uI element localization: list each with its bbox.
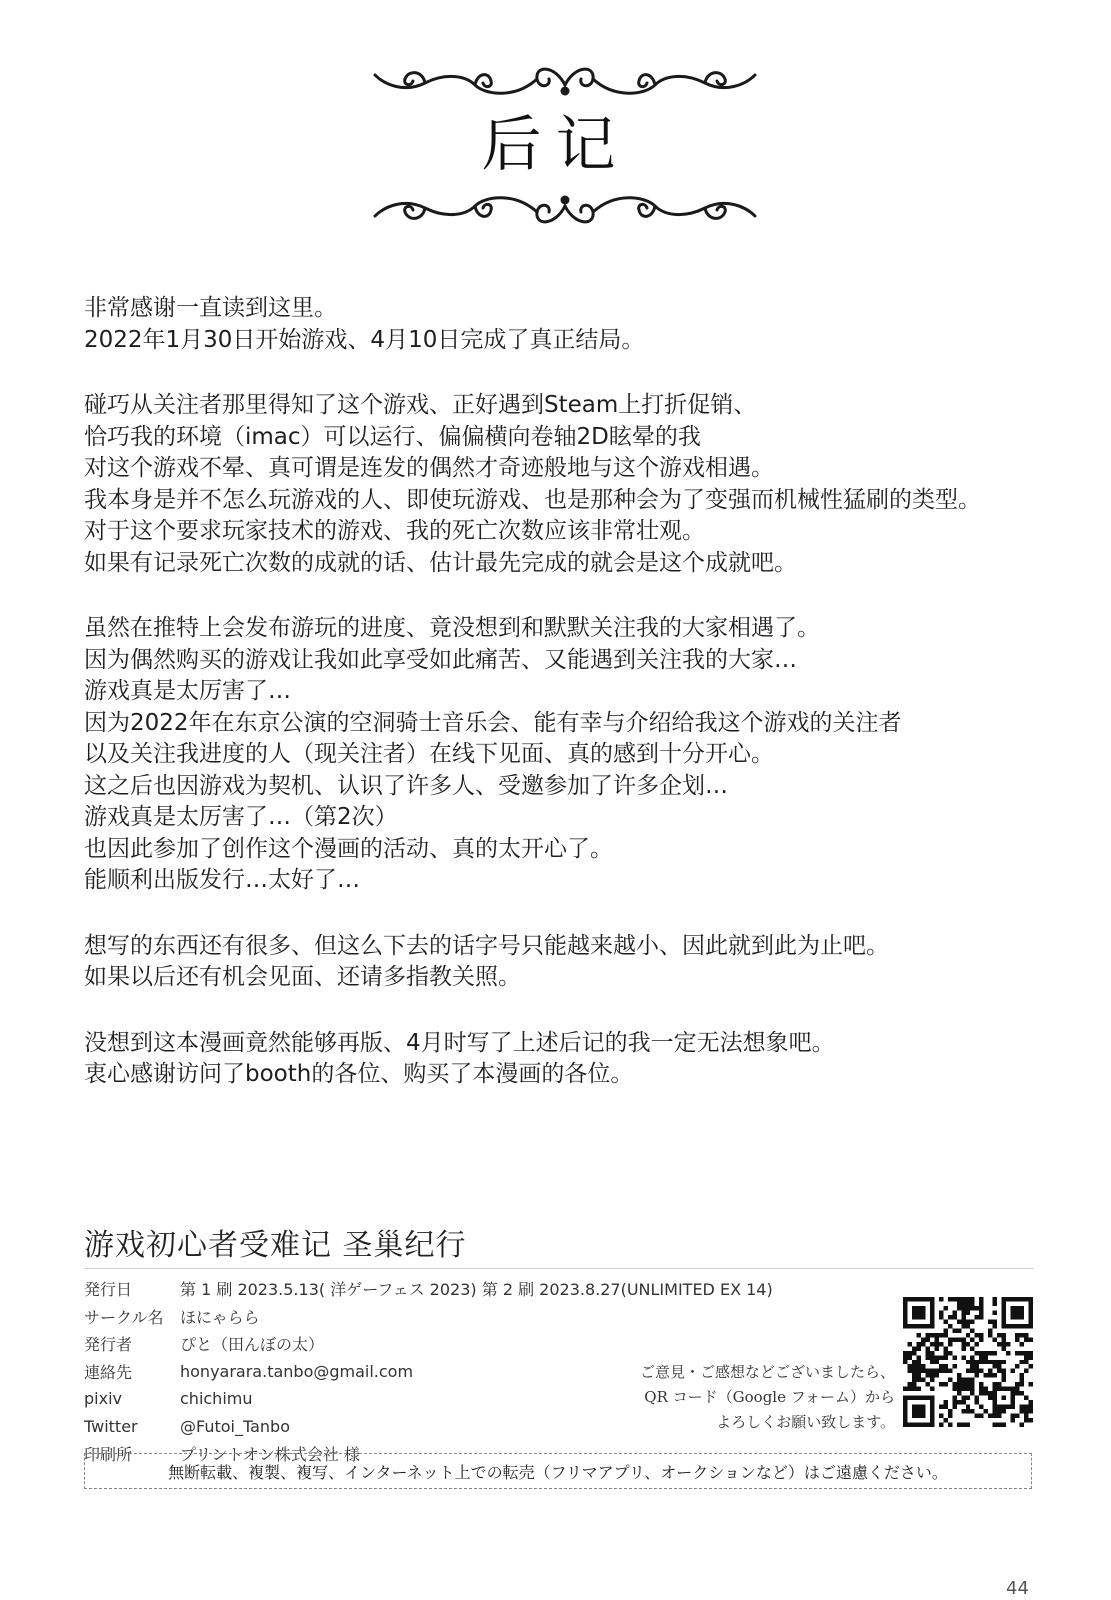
page-number: 44 (1006, 1578, 1029, 1599)
colophon-label: 発行日 (84, 1280, 133, 1300)
text-line: 没想到这本漫画竟然能够再版、4月时写了上述后记的我一定无法想象吧。 (84, 1029, 835, 1056)
book-title: 游戏初心者受难记 圣巢纪行 (84, 1228, 467, 1263)
text-line: 游戏真是太厉害了… (84, 678, 291, 704)
colophon-divider (84, 1268, 1034, 1269)
contact-email: honyarara.tanbo@gmail.com (180, 1361, 414, 1381)
paragraph (84, 293, 1074, 356)
text-line: 对于这个要求玩家技术的游戏、我的死亡次数应该非常壮观。 (84, 518, 705, 544)
text-line: 这之后也因游戏为契机、认识了许多人、受邀参加了许多企划… (84, 772, 728, 799)
text-line: 2022年1月30日开始游戏、4月10日完成了真正结局。 (84, 326, 645, 353)
colophon-label: 連絡先 (84, 1362, 133, 1382)
page-title: 后记 (481, 110, 630, 180)
text-line: 我本身是并不怎么玩游戏的人、即使玩游戏、也是那种会为了变强而机械性猛刷的类型。 (84, 486, 981, 513)
colophon-value: プリントオン株式会社 様 (180, 1445, 360, 1465)
text-line: 因为2022年在东京公演的空洞骑士音乐会、能有幸与介绍给我这个游戏的关注者 (84, 709, 902, 736)
paragraph (84, 613, 1074, 897)
text-line: 衷心感谢访问了booth的各位、购买了本漫画的各位。 (84, 1061, 634, 1087)
text-line: 虽然在推特上会发布游玩的进度、竟没想到和默默关注我的大家相遇了。 (84, 615, 820, 641)
text-line: 因为偶然购买的游戏让我如此享受如此痛苦、又能遇到关注我的大家… (84, 646, 797, 673)
colophon-value: @Futoi_Tanbo (180, 1416, 290, 1436)
colophon-value: ぴと（田んぼの太） (180, 1335, 325, 1355)
top-flourish-ornament (365, 55, 765, 103)
text-line: 恰巧我的环境（imac）可以运行、偏偏横向卷轴2D眩晕的我 (84, 423, 701, 450)
colophon-value: ほにゃらら (180, 1307, 260, 1327)
qr-note-line: よろしくお願い致します。 (716, 1413, 895, 1431)
text-line: 游戏真是太厉害了…（第2次） (84, 804, 398, 830)
paragraph (84, 390, 1074, 579)
colophon-label: 発行者 (84, 1335, 133, 1355)
colophon-value: 第 1 刷 2023.5.13( 洋ゲーフェス 2023) 第 2 刷 2023.8.27(UNLIMITED EX 14) (180, 1280, 773, 1300)
text-line: 也因此参加了创作这个漫画的活动、真的太开心了。 (84, 835, 613, 862)
bottom-flourish-ornament (365, 188, 765, 236)
text-line: 想写的东西还有很多、但这么下去的话字号只能越来越小、因此就到此为止吧。 (84, 932, 889, 959)
colophon-value: chichimu (180, 1389, 253, 1409)
text-line: 以及关注我进度的人（现关注者）在线下见面、真的感到十分开心。 (84, 741, 774, 767)
paragraph (84, 1028, 1074, 1091)
colophon-label: 印刷所 (84, 1445, 133, 1465)
afterword-body (84, 293, 1074, 1125)
colophon-row (84, 1275, 773, 1303)
qr-note-line: QR コード（Google フォーム）から (644, 1388, 895, 1406)
paragraph (84, 931, 1074, 994)
colophon-label: Twitter (84, 1416, 138, 1436)
text-line: 如果有记录死亡次数的成就的话、估计最先完成的就会是这个成就吧。 (84, 549, 797, 576)
colophon-label: pixiv (84, 1389, 122, 1409)
text-line: 如果以后还有机会见面、还请多指教关照。 (84, 964, 521, 990)
colophon-label: サークル名 (84, 1307, 164, 1327)
colophon-row (84, 1303, 773, 1331)
qr-note-line: ご意見・ご感想などございましたら、 (639, 1363, 895, 1381)
text-line: 对这个游戏不晕、真可谓是连发的偶然才奇迹般地与这个游戏相遇。 (84, 455, 774, 481)
qr-note (615, 1360, 895, 1435)
qr-code[interactable] (903, 1297, 1033, 1427)
text-line: 碰巧从关注者那里得知了这个游戏、正好遇到Steam上打折促销、 (84, 392, 757, 418)
copyright-notice: 無断転載、複製、複写、インターネット上での転売（フリマアプリ、オークションなど）はご遠慮ください。 (84, 1453, 1032, 1489)
text-line: 非常感谢一直读到这里。 (84, 295, 337, 321)
text-line: 能顺利出版发行…太好了… (84, 867, 360, 893)
colophon-row (84, 1330, 773, 1358)
